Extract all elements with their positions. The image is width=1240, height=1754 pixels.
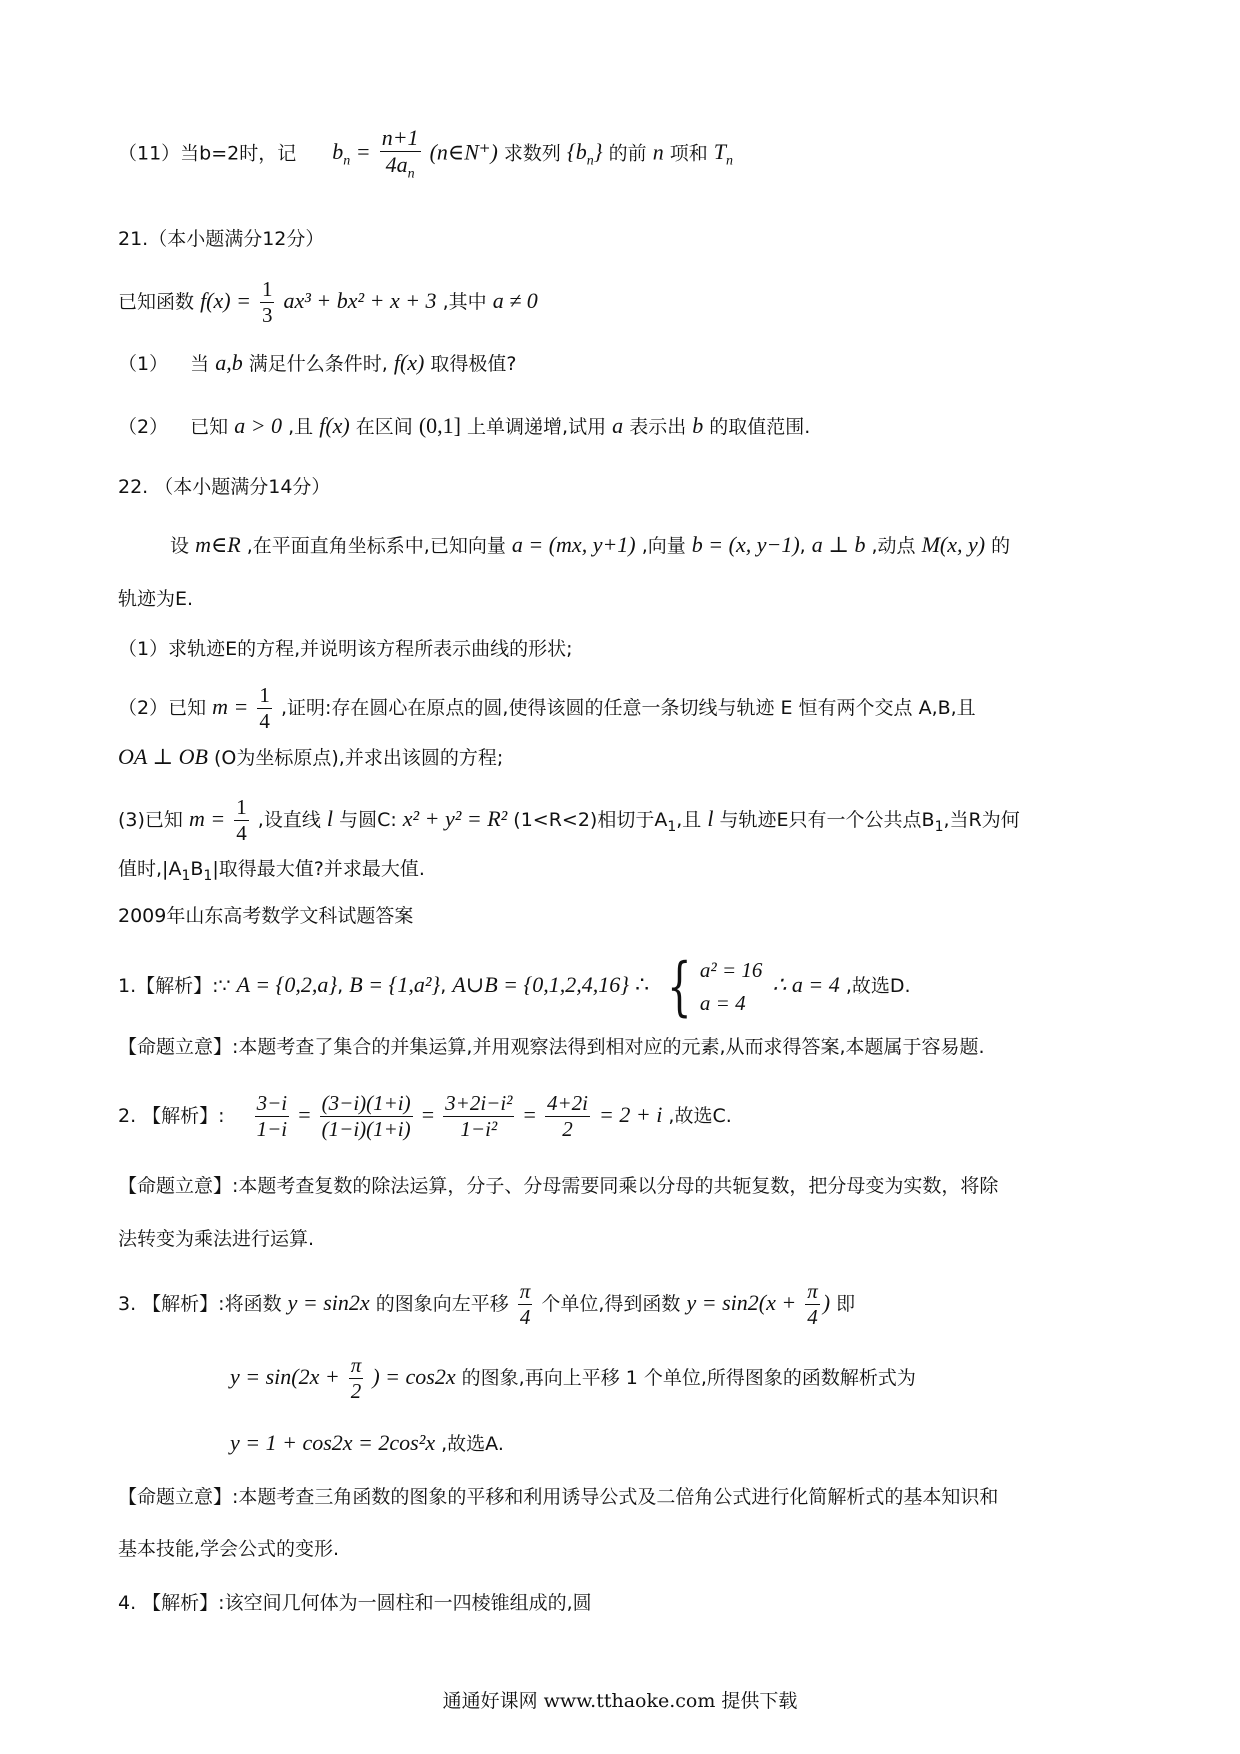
m-eq-2: m = <box>188 806 226 832</box>
q22-p3-e: ,且 <box>676 809 702 832</box>
q22-p3-2c: |取得最大值?并求最大值. <box>212 858 425 880</box>
q21-p2-e: 表示出 <box>629 416 687 438</box>
q20-part2-label: （11）当b=2时，记 <box>118 142 297 165</box>
therefore: ∴ <box>635 972 650 998</box>
oa-perp-ob: OA ⊥ OB <box>118 744 208 769</box>
c-frac-3: $\frac{\text{3+2i−i²}}{\text{1−i²}}$ <box>445 1091 513 1142</box>
eq-1: = <box>298 1102 311 1128</box>
q21-p2-b: ,且 <box>288 416 314 438</box>
q21-intro-b: ,其中 <box>442 291 487 314</box>
pi-over-2: $\frac{\pi}{2}$ <box>350 1353 362 1404</box>
answer-3-intent-1: 【命题立意】:本题考查三角函数的图象的平移和利用诱导公式及二倍角公式进行化简解析式的基本知识和 <box>118 1486 999 1508</box>
bn-fraction: $\frac{n+1}{4a_n}$ <box>381 125 419 182</box>
y-sin2x: y = sin2x <box>287 1290 370 1316</box>
a-gt-0: a > 0 <box>234 413 283 438</box>
a-ne-0: a ≠ 0 <box>492 288 538 314</box>
sub-1c: 1 <box>181 867 191 884</box>
q22-p3-b: ,设直线 <box>257 809 321 832</box>
answer-1: 1.【解析】:∵ A = {0,2,a}, B = {1,a²}, A∪B = {0,1,2,4,16} ∴ { a² = 16 a = 4 ∴ a = 4 ,故选D. <box>118 949 911 1024</box>
q21-part1 <box>118 350 517 376</box>
q22-p3-c: 与圆C: <box>339 809 397 832</box>
q22-intro-c: ,向量 <box>641 535 686 557</box>
system-brace: { a² = 16 a = 4 <box>667 949 763 1024</box>
a3-b: 的图象向左平移 <box>375 1293 509 1316</box>
q21-p1-label: （1） <box>118 353 169 375</box>
q22-p3-d: (1<R<2)相切于A <box>513 809 668 832</box>
q20-text-c: 的前 <box>608 142 647 165</box>
a-perp-b: a ⊥ b <box>811 532 866 557</box>
answers-title: 2009年山东高考数学文科试题答案 <box>118 905 414 927</box>
n-var: n <box>652 139 664 165</box>
tn: $T_n$ <box>713 139 734 169</box>
q20-text-b: 求数列 <box>503 142 561 165</box>
page-footer: 通通好课网 www.tthaoke.com 提供下载 <box>442 1690 798 1712</box>
q22-intro-d: ,动点 <box>871 535 916 557</box>
q21-p2-a: 已知 <box>190 416 229 438</box>
a-var: a <box>612 413 624 438</box>
a2-label: 2. 【解析】: <box>118 1105 225 1128</box>
answer-3-line1 <box>118 1280 855 1329</box>
q21-p2-d: 上单调递增,试用 <box>467 416 607 438</box>
b-var: b <box>692 413 704 438</box>
q22-part1: （1）求轨迹E的方程,并说明该方程所表示曲线的形状; <box>118 638 573 660</box>
answer-2 <box>118 1092 732 1141</box>
q20-part2 <box>118 126 733 182</box>
bn-set: $\{b_n\}$ <box>566 139 603 169</box>
pi-over-4: $\frac{\pi}{4}$ <box>519 1279 531 1330</box>
set-a: A = {0,2,a} <box>236 972 338 998</box>
q22-intro-e: 的 <box>991 535 1011 557</box>
q22-p2-b: ,证明:存在圆心在原点的圆,使得该圆的任意一条切线与轨迹 E 恒有两个交点 A,B,且 <box>280 697 976 720</box>
circle-eq: x² + y² = R² <box>402 806 508 832</box>
fx-2: f(x) <box>319 413 350 438</box>
vector-b: b = (x, y−1) <box>691 532 800 557</box>
fx-lhs: f(x) = <box>200 288 251 314</box>
answer-3-line3 <box>230 1430 504 1456</box>
quarter-fraction: $\frac{1}{4}$ <box>259 683 270 734</box>
fx-rest: ax³ + bx² + x + 3 <box>283 288 437 314</box>
a3-label: 3. 【解析】:将函数 <box>118 1293 282 1316</box>
answer-3-intent-2: 基本技能,学会公式的变形. <box>118 1538 340 1560</box>
q22-heading: 22. （本小题满分14分） <box>118 476 331 498</box>
line-l: l <box>326 806 334 832</box>
q21-p1-b: 满足什么条件时, <box>248 353 388 375</box>
q21-p2-label: （2） <box>118 416 169 438</box>
q22-intro-2: 轨迹为E. <box>118 588 194 610</box>
sub-1d: 1 <box>203 867 213 884</box>
a3-l3-b: ,故选A. <box>441 1433 504 1455</box>
y-l3: y = 1 + cos2x = 2cos²x <box>230 1430 436 1455</box>
q22-p3-g: ,当R为何 <box>943 809 1020 832</box>
q22-p3-a: (3)已知 <box>118 809 183 832</box>
y-l2a: y = sin(2x + <box>230 1364 340 1390</box>
sys-row-2: a = 4 <box>699 990 746 1015</box>
q22-p2-c: (O为坐标原点),并求出该圆的方程; <box>214 747 504 769</box>
q22-p3-f: 与轨迹E只有一个公共点B <box>719 809 935 832</box>
q22-p2-a: （2）已知 <box>118 697 207 720</box>
q22-intro-a: 设 <box>170 535 190 557</box>
set-b: B = {1,a²} <box>349 972 441 998</box>
a2-end: ,故选C. <box>668 1105 732 1128</box>
ab-vars: a,b <box>215 350 243 375</box>
q21-part2 <box>118 413 810 439</box>
sub-1b: 1 <box>934 818 944 835</box>
q22-p3-2: 值时,|A <box>118 858 182 880</box>
q22-intro-b: ,在平面直角坐标系中,已知向量 <box>246 535 506 557</box>
q21-p1-c: 取得极值? <box>430 353 517 375</box>
q21-intro <box>118 278 538 327</box>
vector-a: a = (mx, y+1) <box>511 532 636 557</box>
m-eq: m = <box>212 694 249 720</box>
close-paren: ) <box>822 1290 831 1316</box>
q22-part2 <box>118 684 976 733</box>
c-result: = 2 + i <box>599 1102 663 1128</box>
a3-l2-b: 的图象,再向上平移 1 个单位,所得图象的函数解析式为 <box>461 1367 916 1390</box>
line-l-2: l <box>707 806 714 832</box>
answer-2-intent-1: 【命题立意】:本题考查复数的除法运算，分子、分母需要同乘以分母的共轭复数，把分母变为实数，将除 <box>118 1175 999 1197</box>
quarter-fraction-2: $\frac{1}{4}$ <box>236 795 247 846</box>
pi-over-4-b: $\frac{\pi}{4}$ <box>807 1279 818 1330</box>
q21-heading: 21.（本小题满分12分） <box>118 228 325 250</box>
c-frac-2: $\frac{(3-i)(1+i)}{(1-i)(1+i)}$ <box>321 1091 411 1142</box>
a3-c: 个单位,得到函数 <box>541 1293 681 1316</box>
answer-2-intent-2: 法转变为乘法进行运算. <box>118 1228 315 1250</box>
y-l2b: ) = cos2x <box>372 1364 456 1390</box>
fx: f(x) <box>393 350 425 375</box>
q21-intro-text: 已知函数 <box>118 291 195 314</box>
a1-end: ,故选D. <box>845 975 911 998</box>
bn-lhs: $b_n$ = <box>332 139 371 169</box>
answer-1-intent: 【命题立意】:本题考查了集合的并集运算,并用观察法得到相对应的元素,从而求得答案,本题属于容易题. <box>118 1036 985 1058</box>
q22-part3 <box>118 796 1020 845</box>
union: A∪B = {0,1,2,4,16} <box>452 972 630 998</box>
q20-text-d: 项和 <box>669 142 708 165</box>
sub-1: 1 <box>667 818 677 835</box>
q21-p2-c: 在区间 <box>355 416 413 438</box>
q22-part3-line2 <box>118 858 425 885</box>
m-in-r: m∈R <box>195 532 241 557</box>
y-shift: y = sin2(x + <box>686 1290 797 1316</box>
a1-label: 1.【解析】:∵ <box>118 975 231 998</box>
a-eq-4: ∴ a = 4 <box>772 972 840 998</box>
q22-part2-line2 <box>118 744 503 770</box>
c-frac-4: $\frac{4+2i}{2}$ <box>546 1091 588 1142</box>
answer-4: 4. 【解析】:该空间几何体为一圆柱和一四棱锥组成的,圆 <box>118 1592 592 1614</box>
c-frac-1: $\frac{3-i}{1-i}$ <box>256 1091 288 1142</box>
bn-condition: (n∈N⁺) <box>429 139 498 165</box>
q21-p2-f: 的取值范围. <box>709 416 811 438</box>
interval: (0,1] <box>418 413 461 438</box>
a3-d: 即 <box>836 1293 856 1316</box>
eq-2: = <box>421 1102 435 1128</box>
q22-p3-2b: B <box>190 858 204 880</box>
q21-p1-a: 当 <box>190 353 210 375</box>
point-m: M(x, y) <box>921 532 986 557</box>
eq-3: = <box>523 1102 536 1128</box>
one-third: $\frac{1}{3}$ <box>261 277 273 328</box>
q22-intro: 设 m∈R ,在平面直角坐标系中,已知向量 a = (mx, y+1) ,向量 b = (x, y−1), a ⊥ b ,动点 M(x, y) 的 <box>170 532 1011 557</box>
sys-row-1: a² = 16 <box>699 958 763 982</box>
answer-3-line2 <box>230 1354 916 1403</box>
